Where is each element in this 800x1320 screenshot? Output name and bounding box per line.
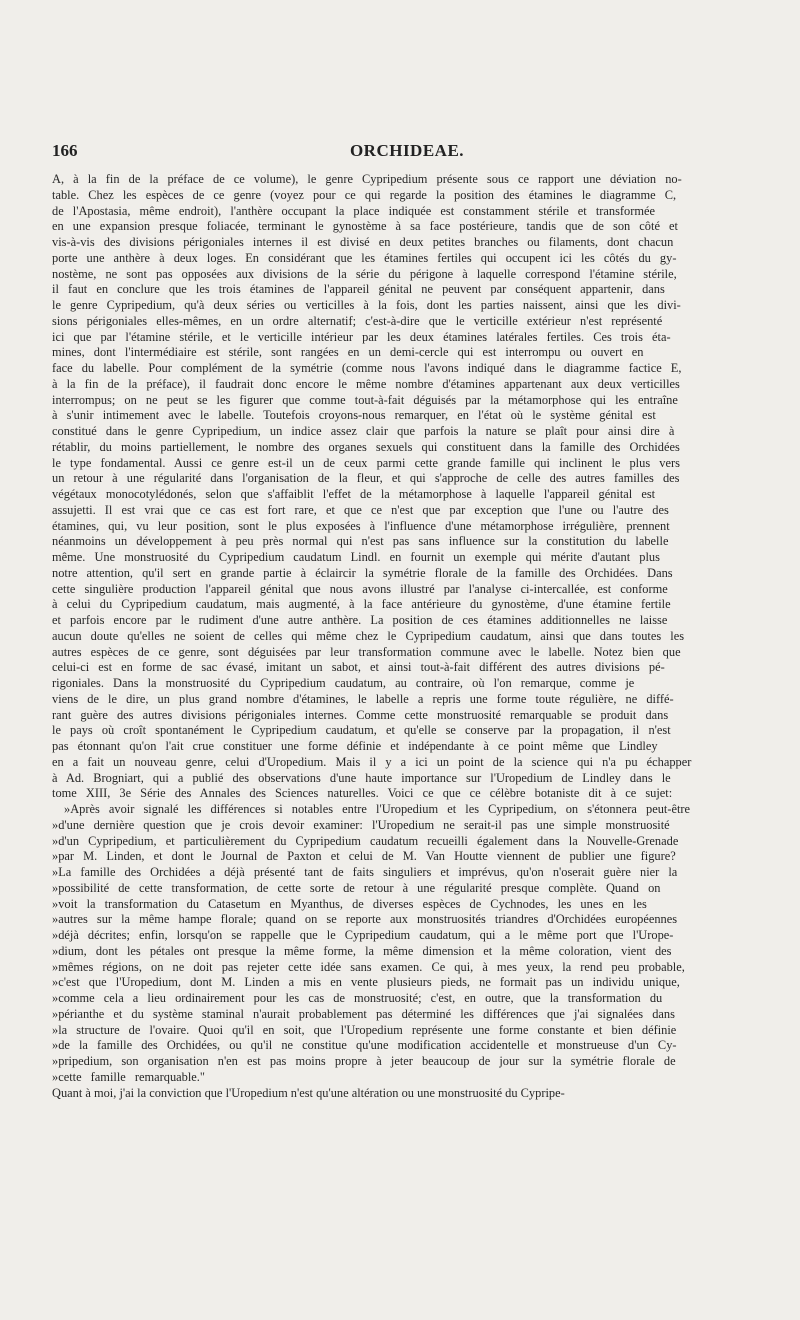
text-line: le type fondamental. Aussi ce genre est-il un de ceux parmi cette grande famille qui inclinent le plus vers xyxy=(52,455,680,470)
text-line: le pays où croît spontanément le Cypripedium caudatum, et qu'elle se conserve par la propagation, il n'est xyxy=(52,723,671,738)
text-line: cette singulière production l'appareil génital que nous avons illustré par l'analyse ci-intercallée, est conforme xyxy=(52,581,668,596)
text-line: tome XIII, 3e Série des Annales des Sciences naturelles. Voici ce que ce célèbre botaniste dit à ce sujet: xyxy=(52,786,673,801)
text-line: il faut en conclure que les trois étamines de l'appareil génital ne peuvent par conséquent appartenir, dans xyxy=(52,282,665,297)
page-header xyxy=(52,141,762,167)
text-line: le genre Cypripedium, qu'à deux séries ou verticilles à la fois, dont les parties naissent, ainsi que les divi- xyxy=(52,298,681,312)
text-line: »d'un Cypripedium, et particulièrement du Cypripedium caudatum recueilli également dans la Nouvelle-Grenade xyxy=(52,833,679,848)
text-line: interrompus; on ne peut se les figurer que comme tout-à-fait déguisés par la métamorphose qui les entraîne xyxy=(52,392,678,407)
text-line: celui-ci est en forme de sac évasé, imitant un sabot, et ainsi tout-à-fait différent des autres divisions pé- xyxy=(52,660,665,675)
text-line: de l'Apostasia, même endroit), l'anthère occupant la place indiquée est constamment stérile et transformée xyxy=(52,203,656,218)
text-line: »comme cela a lieu ordinairement pour les cas de monstruosité; c'est, en outre, que la transformation du xyxy=(52,991,663,1005)
text-line: »la structure de l'ovaire. Quoi qu'il en soit, que l'Uropedium représente une forme constante et bien définie xyxy=(52,1022,677,1037)
text-line: face du labelle. Pour complément de la symétrie (comme nous l'avons indiqué dans le diagramme factice E, xyxy=(52,361,682,375)
text-line: et parfois encore par le rudiment d'une autre anthère. La position de ces étamines additionnelles ne laisse xyxy=(52,613,668,627)
text-line: à Ad. Brogniart, qui a publié des observations d'une haute importance sur l'Uropedium de Lindley dans le xyxy=(52,770,671,785)
page-number: 166 xyxy=(52,141,78,160)
text-line: »c'est que l'Uropedium, dont M. Linden a mis en vente plusieurs pieds, ne formait pas un individu unique, xyxy=(52,975,680,990)
text-line: »autres sur la même hampe florale; quand on se reporte aux monstruosités triandres d'Orchidées européennes xyxy=(52,912,678,927)
text-line: à celui du Cypripedium caudatum, mais augmenté, à la face antérieure du gynostème, d'une étamine fertile xyxy=(52,597,671,612)
text-line: »pripedium, son organisation n'en est pas moins propre à jeter beaucoup de jour sur la symétrie florale de xyxy=(52,1054,676,1068)
text-line: »possibilité de cette transformation, de cette sorte de retour à une régularité presque complète. Quand on xyxy=(52,880,661,895)
text-line: pas étonnant qu'on l'ait crue constituer une forme définie et indépendante à ce point même que Lindley xyxy=(52,739,658,753)
body-text xyxy=(52,172,762,1101)
text-line: étamines, qui, vu leur position, sont le plus exposées à l'influence d'une métamorphose irrégulière, prennent xyxy=(52,518,670,533)
text-line: table. Chez les espèces de ce genre (voyez pour ce qui regarde la position des étamines le diagramme C, xyxy=(52,187,677,202)
text-line: »mêmes régions, on ne doit pas rejeter cette idée sans examen. Ce qui, à mes yeux, la rend peu probable, xyxy=(52,959,685,974)
text-line: assujetti. Il est vrai que ce cas est fort rare, et que ce n'est que par exception que l'une ou l'autre des xyxy=(52,502,669,517)
text-line: »Après avoir signalé les différences si notables entre l'Uropedium et les Cypripedium, on s'étonnera peut-être xyxy=(64,802,691,816)
text-line: constitué dans le genre Cypripedium, un indice assez clair que parfois la nature se plaît pour ainsi dire à xyxy=(52,424,675,438)
text-line: un retour à une régularité dans l'organisation de la fleur, et qui s'approche de celle des autres familles des xyxy=(52,471,680,486)
text-line: »de la famille des Orchidées, ou qu'il ne constitue qu'une modification accidentelle et monstrueuse d'un Cy- xyxy=(52,1038,677,1053)
text-line: »voit la transformation du Catasetum en Myanthus, de diverses espèces de Cychnodes, les unes en les xyxy=(52,896,647,911)
text-line: vis-à-vis des divisions périgoniales internes il est divisé en deux petites branches ou filaments, dont chacun xyxy=(52,235,674,249)
text-line: »périanthe et du système staminal n'aurait probablement pas déterminé les différences que j'ai signalées dans xyxy=(52,1006,675,1021)
text-line: rant guère des autres divisions périgoniales internes. Comme cette monstruosité remarquable se produit dans xyxy=(52,707,669,722)
text-line: »par M. Linden, et dont le Journal de Paxton et celui de M. Van Houtte viennent de publier une figure? xyxy=(52,849,676,864)
text-line: autres espèces de ce genre, sont déguisées par leur transformation commune avec le labelle. Notez bien que xyxy=(52,644,681,659)
text-line: mines, dont l'intermédiaire est stérile, sont rangées en un demi-cercle qui est interrompu ou ouvert en xyxy=(52,345,644,360)
text-line: ici que par l'étamine stérile, et le verticille intérieur par les deux étamines latérales fertiles. Ces trois éta- xyxy=(52,329,671,344)
text-line: aucun doute qu'elles ne soient de celles qui même chez le Cypripedium caudatum, ainsi que dans toutes les xyxy=(52,628,685,643)
text-line: en a fait un nouveau genre, celui d'Uropedium. Mais il y a ici un point de la science qui n'a pu échapper xyxy=(52,754,692,769)
running-title: ORCHIDEAE. xyxy=(349,141,465,160)
text-line: sions périgoniales elles-mêmes, en un ordre alternatif; c'est-à-dire que le verticille extérieur n'est représenté xyxy=(52,313,663,328)
text-line: à la fin de la préface), il faudrait donc encore le même nombre d'étamines appartenant aux deux verticilles xyxy=(52,376,680,391)
text-line: »La famille des Orchidées a déjà présenté tant de faits singuliers et imprévus, qu'on n'oserait guère nier la xyxy=(52,865,678,879)
text-line: néanmoins un développement à peu près normal qui n'est pas sans influence sur la constitution du labelle xyxy=(52,534,669,549)
text-line: porte une anthère à deux loges. En considérant que les étamines fertiles qui occupent ici les côtés du gy- xyxy=(52,250,677,265)
text-line: »d'une dernière question que je crois devoir examiner: l'Uropedium ne serait-il pas une simple monstruosité xyxy=(52,817,670,832)
text-line: rétablir, du moins partiellement, le nombre des organes sexuels qui constituent dans la famille des Orchidées xyxy=(52,439,680,454)
text-line: »dium, dont les pétales ont presque la même forme, la même dimension et la même coloration, vient des xyxy=(52,943,672,958)
text-line: »cette famille remarquable." xyxy=(52,1069,205,1084)
text-line: Quant à moi, j'ai la conviction que l'Uropedium n'est qu'une altération ou une monstruosité du Cypripe- xyxy=(52,1085,565,1100)
text-line: à s'unir intimement avec le labelle. Toutefois croyons-nous remarquer, en l'état où le système génital est xyxy=(52,408,656,423)
text-line: même. Une monstruosité du Cypripedium caudatum Lindl. en fournit un exemple qui mérite d'autant plus xyxy=(52,550,660,564)
text-line: viens de le dire, un plus grand nombre d'étamines, le labelle a repris une forme toute régulière, ne diffé- xyxy=(52,691,674,706)
text-line: nostème, ne sont pas opposées aux divisions de la série du périgone à laquelle correspond l'étamine stérile, xyxy=(52,266,677,281)
text-line: rigoniales. Dans la monstruosité du Cypripedium caudatum, au contraire, où l'on remarque, comme je xyxy=(52,676,635,690)
text-line: en une expansion presque foliacée, terminant le gynostème à sa face postérieure, tandis que de son côté et xyxy=(52,219,678,234)
text-line: notre attention, qu'il sert en grande partie à éclaircir la symétrie florale de la famille des Orchidées. Dans xyxy=(52,565,673,580)
text-line: végétaux monocotylédonés, selon que s'affaiblit l'effet de la métamorphose à laquelle l'appareil génital est xyxy=(52,487,656,501)
text-line: »déjà décrites; enfin, lorsqu'on se rappelle que le Cypripedium caudatum, qui a le même port que l'Urope- xyxy=(52,928,674,942)
text-line: A, à la fin de la préface de ce volume), le genre Cypripedium présente sous ce rapport une déviation no- xyxy=(52,172,682,186)
